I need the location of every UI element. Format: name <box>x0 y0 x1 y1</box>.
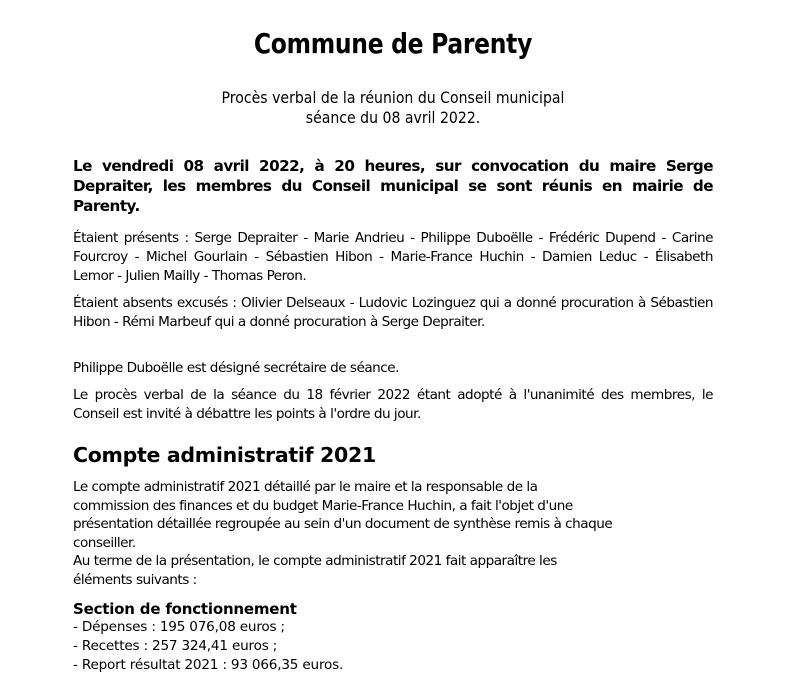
body-line: présentation détaillée regroupée au sein d'un document de synthèse remis à chaque <box>73 516 613 532</box>
body-line: éléments suivants : <box>73 571 197 588</box>
subtitle-line-2: séance du 08 avril 2022. <box>305 108 481 127</box>
secretaire-paragraph: Philippe Duboëlle est désigné secrétaire de séance. <box>73 360 399 376</box>
document-title: Commune de Parenty <box>253 27 533 60</box>
body-line: Au terme de la présentation, le compte administratif 2021 fait apparaître les <box>73 553 557 569</box>
report-resultat-item: - Report résultat 2021 : 93 066,35 euros. <box>73 657 344 673</box>
pv-adoption-paragraph: Le procès verbal de la séance du 18 février 2022 étant adopté à l'unanimité des membres, le Conseil est invité à débattre les points à l'ordre du jour. <box>73 387 713 422</box>
body-line: Le compte administratif 2021 détaillé par le maire et la responsable de la <box>73 479 538 495</box>
fonctionnement-heading: Section de fonctionnement <box>73 600 297 618</box>
subtitle-line-1: Procès verbal de la réunion du Conseil municipal <box>221 88 565 107</box>
intro-paragraph: Le vendredi 08 avril 2022, à 20 heures, sur convocation du maire Serge Depraiter, les membres du Conseil municipal se sont réunis en mairie de Parenty. <box>73 157 713 215</box>
body-line: conseiller. <box>73 534 136 551</box>
absents-paragraph: Étaient absents excusés : Olivier Delseaux - Ludovic Lozinguez qui a donné procuration à Sébastien Hibon - Rémi Marbeuf qui a donné procuration à Serge Depraiter. <box>73 295 713 330</box>
body-line: commission des finances et du budget Marie-France Huchin, a fait l'objet d'une <box>73 497 573 514</box>
compte-administratif-body <box>73 478 673 589</box>
document-subtitle <box>111 88 674 128</box>
depenses-item: - Dépenses : 195 076,08 euros ; <box>73 619 285 635</box>
fonctionnement-list <box>73 618 343 675</box>
recettes-item: - Recettes : 257 324,41 euros ; <box>73 638 278 654</box>
presents-paragraph: Étaient présents : Serge Depraiter - Marie Andrieu - Philippe Duboëlle - Frédéric Dupend - Carine Fourcroy - Michel Gourlain - Sébastien Hibon - Marie-France Huchin - Damien Leduc - Élisabeth Lemor - Julien Mailly - Thomas Peron. <box>73 230 713 284</box>
compte-administratif-heading: Compte administratif 2021 <box>73 443 376 467</box>
